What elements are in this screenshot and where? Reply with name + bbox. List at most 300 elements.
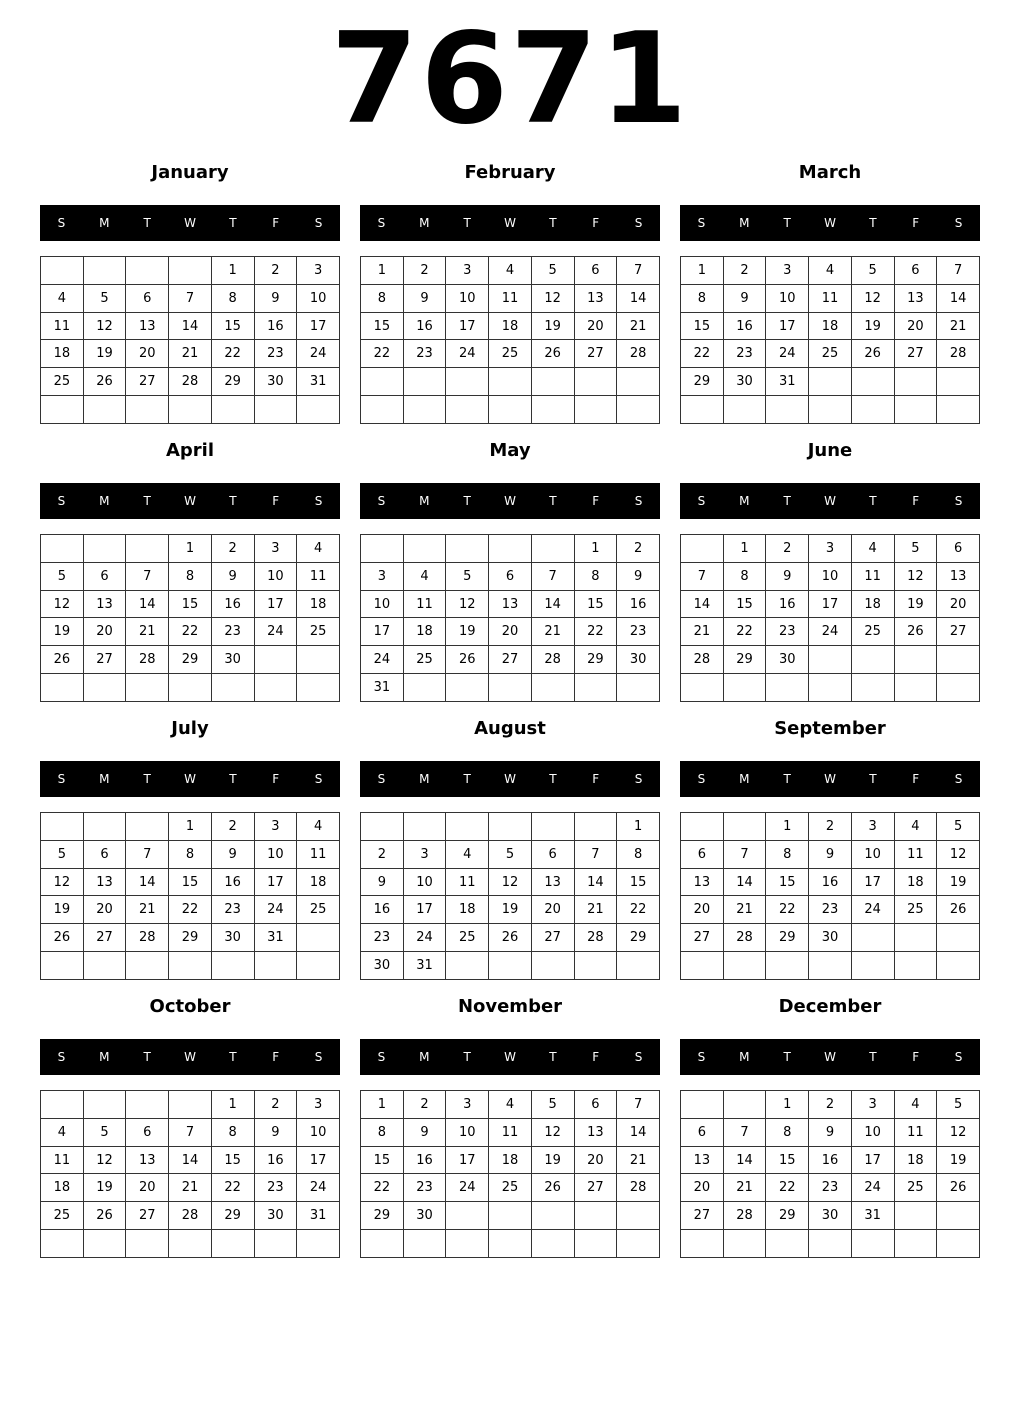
day-cell: 18 xyxy=(851,590,894,618)
day-cell xyxy=(617,396,660,424)
day-cell xyxy=(574,1202,617,1230)
day-cell xyxy=(126,1091,169,1119)
day-cell: 20 xyxy=(574,312,617,340)
day-cell xyxy=(531,1202,574,1230)
week-row xyxy=(361,1230,660,1258)
day-cell: 28 xyxy=(681,646,724,674)
day-cell: 19 xyxy=(41,618,84,646)
weekday-label: M xyxy=(739,494,750,508)
month-title: June xyxy=(807,440,853,461)
day-cell: 20 xyxy=(83,618,126,646)
day-cell xyxy=(809,646,852,674)
month-title: October xyxy=(149,996,231,1017)
day-cell: 20 xyxy=(937,590,980,618)
day-cell: 29 xyxy=(169,646,212,674)
day-cell: 30 xyxy=(254,1202,297,1230)
week-row xyxy=(681,618,980,646)
day-cell: 11 xyxy=(297,562,340,590)
day-cell: 9 xyxy=(403,284,446,312)
weekday-label: W xyxy=(824,216,836,230)
day-cell xyxy=(617,674,660,702)
day-cell xyxy=(361,396,404,424)
day-cell: 4 xyxy=(894,813,937,841)
day-cell: 17 xyxy=(403,896,446,924)
day-cell: 5 xyxy=(41,562,84,590)
week-row xyxy=(41,396,340,424)
weekday-label: T xyxy=(783,216,791,230)
weekday-label: F xyxy=(272,1050,280,1064)
weekday-label: T xyxy=(229,494,237,508)
day-cell: 1 xyxy=(766,813,809,841)
day-cell: 4 xyxy=(489,257,532,285)
day-cell xyxy=(403,535,446,563)
day-cell: 9 xyxy=(766,562,809,590)
day-cell: 26 xyxy=(531,340,574,368)
weekday-label: W xyxy=(504,772,516,786)
day-grid xyxy=(680,812,980,980)
day-cell: 5 xyxy=(531,257,574,285)
day-cell: 20 xyxy=(681,1174,724,1202)
day-cell xyxy=(894,674,937,702)
day-cell: 23 xyxy=(254,1174,297,1202)
day-cell: 22 xyxy=(211,1174,254,1202)
day-cell xyxy=(446,952,489,980)
day-cell: 14 xyxy=(937,284,980,312)
day-cell: 2 xyxy=(211,535,254,563)
week-row xyxy=(361,1091,660,1119)
day-cell: 5 xyxy=(41,840,84,868)
day-cell: 6 xyxy=(83,562,126,590)
day-cell: 2 xyxy=(617,535,660,563)
day-cell: 16 xyxy=(809,1146,852,1174)
day-cell: 3 xyxy=(809,535,852,563)
day-cell xyxy=(254,396,297,424)
day-cell: 11 xyxy=(489,284,532,312)
day-cell xyxy=(681,535,724,563)
day-cell xyxy=(446,535,489,563)
day-cell: 10 xyxy=(403,868,446,896)
day-cell: 23 xyxy=(809,1174,852,1202)
weekday-label: W xyxy=(504,1050,516,1064)
day-cell: 27 xyxy=(126,1202,169,1230)
day-cell xyxy=(531,396,574,424)
weekday-label: F xyxy=(272,494,280,508)
day-cell: 1 xyxy=(169,813,212,841)
day-cell: 7 xyxy=(617,257,660,285)
day-cell: 15 xyxy=(723,590,766,618)
day-cell xyxy=(937,396,980,424)
day-cell xyxy=(681,952,724,980)
week-row xyxy=(361,396,660,424)
day-cell xyxy=(403,396,446,424)
week-row xyxy=(41,924,340,952)
day-cell: 25 xyxy=(297,896,340,924)
day-cell xyxy=(361,368,404,396)
day-cell: 29 xyxy=(766,1202,809,1230)
weekday-label: T xyxy=(229,1050,237,1064)
day-cell xyxy=(254,952,297,980)
day-cell: 14 xyxy=(681,590,724,618)
day-cell: 26 xyxy=(937,896,980,924)
day-cell: 13 xyxy=(894,284,937,312)
weekday-label: T xyxy=(549,216,557,230)
day-cell: 9 xyxy=(211,840,254,868)
day-cell: 11 xyxy=(894,1118,937,1146)
week-row xyxy=(681,340,980,368)
day-cell: 16 xyxy=(254,312,297,340)
weekday-label: T xyxy=(143,772,151,786)
day-cell: 2 xyxy=(809,1091,852,1119)
day-cell: 3 xyxy=(254,813,297,841)
day-cell: 14 xyxy=(531,590,574,618)
day-cell: 8 xyxy=(766,840,809,868)
day-cell: 17 xyxy=(851,1146,894,1174)
day-cell: 13 xyxy=(83,590,126,618)
day-cell xyxy=(723,952,766,980)
day-cell xyxy=(489,368,532,396)
day-cell: 10 xyxy=(297,1118,340,1146)
day-cell: 23 xyxy=(211,896,254,924)
weekday-header xyxy=(360,205,660,241)
weekday-label: F xyxy=(272,216,280,230)
week-row xyxy=(41,535,340,563)
day-cell: 20 xyxy=(126,340,169,368)
day-cell: 22 xyxy=(211,340,254,368)
week-row xyxy=(681,674,980,702)
weekday-label: M xyxy=(739,216,750,230)
day-cell xyxy=(531,535,574,563)
day-cell: 28 xyxy=(531,646,574,674)
week-row xyxy=(41,1118,340,1146)
weekday-label: S xyxy=(314,494,323,508)
day-cell: 9 xyxy=(809,1118,852,1146)
weekday-label: T xyxy=(549,1050,557,1064)
day-cell: 1 xyxy=(169,535,212,563)
day-cell: 7 xyxy=(531,562,574,590)
day-cell xyxy=(681,396,724,424)
weekday-label: T xyxy=(463,772,471,786)
day-cell xyxy=(41,535,84,563)
week-row xyxy=(361,1118,660,1146)
day-grid xyxy=(680,1090,980,1258)
day-cell: 4 xyxy=(809,257,852,285)
day-cell: 24 xyxy=(766,340,809,368)
day-cell: 25 xyxy=(489,340,532,368)
day-cell xyxy=(574,674,617,702)
day-cell: 6 xyxy=(937,535,980,563)
day-cell: 30 xyxy=(361,952,404,980)
day-cell: 15 xyxy=(766,868,809,896)
weekday-label: T xyxy=(143,216,151,230)
week-row xyxy=(361,257,660,285)
day-cell xyxy=(531,952,574,980)
day-cell: 31 xyxy=(297,1202,340,1230)
day-cell xyxy=(766,1230,809,1258)
weekday-label: T xyxy=(229,216,237,230)
weekday-header xyxy=(40,205,340,241)
day-cell: 1 xyxy=(574,535,617,563)
weekday-label: T xyxy=(783,1050,791,1064)
day-cell: 30 xyxy=(723,368,766,396)
day-cell: 1 xyxy=(211,1091,254,1119)
day-cell: 9 xyxy=(254,1118,297,1146)
day-cell: 24 xyxy=(297,1174,340,1202)
day-cell xyxy=(851,368,894,396)
day-cell xyxy=(809,1230,852,1258)
weekday-label: S xyxy=(57,494,66,508)
day-cell xyxy=(574,396,617,424)
day-cell: 7 xyxy=(169,284,212,312)
day-cell: 2 xyxy=(809,813,852,841)
week-row xyxy=(681,840,980,868)
day-cell xyxy=(126,952,169,980)
day-cell: 13 xyxy=(489,590,532,618)
day-cell xyxy=(617,1202,660,1230)
day-cell: 27 xyxy=(126,368,169,396)
weekday-label: W xyxy=(504,216,516,230)
day-cell: 13 xyxy=(574,284,617,312)
day-cell: 18 xyxy=(41,1174,84,1202)
week-row xyxy=(361,535,660,563)
day-cell: 18 xyxy=(809,312,852,340)
weekday-label: S xyxy=(634,772,643,786)
day-cell: 25 xyxy=(894,1174,937,1202)
week-row xyxy=(681,896,980,924)
day-cell: 21 xyxy=(531,618,574,646)
day-cell xyxy=(126,674,169,702)
day-cell xyxy=(169,952,212,980)
day-cell xyxy=(83,952,126,980)
weekday-label: F xyxy=(592,772,600,786)
weekday-label: S xyxy=(314,216,323,230)
day-cell: 29 xyxy=(574,646,617,674)
day-cell: 20 xyxy=(126,1174,169,1202)
week-row xyxy=(41,1230,340,1258)
day-cell xyxy=(937,1230,980,1258)
day-cell: 1 xyxy=(617,813,660,841)
week-row xyxy=(41,1146,340,1174)
week-row xyxy=(41,284,340,312)
day-cell xyxy=(681,1230,724,1258)
weekday-header xyxy=(680,761,980,797)
day-cell: 15 xyxy=(211,312,254,340)
day-cell xyxy=(723,813,766,841)
weekday-label: W xyxy=(184,772,196,786)
week-row xyxy=(361,868,660,896)
day-cell: 7 xyxy=(723,1118,766,1146)
day-cell: 20 xyxy=(489,618,532,646)
day-cell: 6 xyxy=(126,1118,169,1146)
day-cell: 19 xyxy=(83,340,126,368)
day-cell: 4 xyxy=(41,1118,84,1146)
day-cell: 12 xyxy=(937,1118,980,1146)
day-cell: 12 xyxy=(83,312,126,340)
day-cell: 5 xyxy=(851,257,894,285)
day-cell: 5 xyxy=(531,1091,574,1119)
day-cell: 5 xyxy=(937,1091,980,1119)
day-cell xyxy=(937,674,980,702)
day-cell: 7 xyxy=(937,257,980,285)
day-cell: 9 xyxy=(723,284,766,312)
day-cell: 29 xyxy=(681,368,724,396)
weekday-label: M xyxy=(419,216,430,230)
day-cell: 28 xyxy=(574,924,617,952)
day-cell: 27 xyxy=(83,646,126,674)
day-grid xyxy=(40,534,340,702)
day-cell: 12 xyxy=(83,1146,126,1174)
weekday-label: S xyxy=(377,494,386,508)
week-row xyxy=(681,312,980,340)
weekday-header xyxy=(360,1039,660,1075)
year-title: 7671 xyxy=(330,5,690,152)
day-cell xyxy=(403,674,446,702)
day-cell xyxy=(169,674,212,702)
day-cell xyxy=(489,396,532,424)
day-cell xyxy=(489,1230,532,1258)
week-row xyxy=(361,952,660,980)
day-cell: 18 xyxy=(489,1146,532,1174)
day-cell: 10 xyxy=(446,1118,489,1146)
week-row xyxy=(41,340,340,368)
day-cell: 19 xyxy=(446,618,489,646)
weekday-label: T xyxy=(463,216,471,230)
day-grid xyxy=(360,1090,660,1258)
day-cell xyxy=(126,813,169,841)
day-cell: 16 xyxy=(211,590,254,618)
day-cell: 17 xyxy=(254,868,297,896)
day-cell xyxy=(126,1230,169,1258)
week-row xyxy=(41,868,340,896)
day-cell: 5 xyxy=(446,562,489,590)
day-cell: 9 xyxy=(809,840,852,868)
day-cell xyxy=(83,396,126,424)
day-cell xyxy=(446,674,489,702)
day-cell xyxy=(211,1230,254,1258)
month-title: August xyxy=(474,718,546,739)
day-cell xyxy=(361,535,404,563)
day-cell: 4 xyxy=(403,562,446,590)
day-cell: 1 xyxy=(361,1091,404,1119)
weekday-label: T xyxy=(783,494,791,508)
day-cell: 6 xyxy=(574,1091,617,1119)
day-cell xyxy=(894,924,937,952)
day-cell: 10 xyxy=(361,590,404,618)
day-cell: 27 xyxy=(574,340,617,368)
day-cell: 30 xyxy=(809,1202,852,1230)
week-row xyxy=(361,1174,660,1202)
day-cell: 12 xyxy=(531,284,574,312)
day-cell xyxy=(766,952,809,980)
day-cell: 31 xyxy=(851,1202,894,1230)
day-cell: 31 xyxy=(766,368,809,396)
week-row xyxy=(681,1118,980,1146)
day-cell xyxy=(617,368,660,396)
day-cell: 17 xyxy=(851,868,894,896)
day-cell: 21 xyxy=(617,312,660,340)
day-cell: 25 xyxy=(851,618,894,646)
weekday-label: T xyxy=(869,216,877,230)
day-cell: 28 xyxy=(723,1202,766,1230)
weekday-label: S xyxy=(697,1050,706,1064)
week-row xyxy=(41,896,340,924)
day-cell: 26 xyxy=(937,1174,980,1202)
week-row xyxy=(41,1202,340,1230)
week-row xyxy=(41,312,340,340)
day-cell xyxy=(937,952,980,980)
weekday-label: S xyxy=(954,772,963,786)
weekday-label: S xyxy=(697,216,706,230)
day-cell: 12 xyxy=(41,590,84,618)
day-grid xyxy=(360,256,660,424)
day-cell xyxy=(297,396,340,424)
day-grid xyxy=(680,256,980,424)
day-cell: 14 xyxy=(723,1146,766,1174)
weekday-header xyxy=(360,761,660,797)
day-cell xyxy=(446,813,489,841)
day-cell: 8 xyxy=(361,284,404,312)
day-cell xyxy=(126,257,169,285)
day-cell: 25 xyxy=(809,340,852,368)
day-cell xyxy=(894,1230,937,1258)
day-cell: 19 xyxy=(937,868,980,896)
day-cell: 19 xyxy=(531,1146,574,1174)
day-cell xyxy=(126,396,169,424)
day-cell: 15 xyxy=(766,1146,809,1174)
day-cell: 10 xyxy=(254,840,297,868)
day-cell: 28 xyxy=(617,1174,660,1202)
weekday-label: T xyxy=(869,1050,877,1064)
day-cell: 5 xyxy=(894,535,937,563)
day-cell: 8 xyxy=(361,1118,404,1146)
weekday-label: T xyxy=(143,494,151,508)
weekday-label: T xyxy=(143,1050,151,1064)
day-cell: 13 xyxy=(126,312,169,340)
day-cell: 24 xyxy=(446,340,489,368)
day-cell: 26 xyxy=(83,368,126,396)
day-cell: 26 xyxy=(894,618,937,646)
day-cell: 23 xyxy=(361,924,404,952)
day-cell: 18 xyxy=(403,618,446,646)
day-cell: 14 xyxy=(169,312,212,340)
day-cell: 15 xyxy=(361,312,404,340)
weekday-label: F xyxy=(912,494,920,508)
day-cell: 26 xyxy=(531,1174,574,1202)
day-cell xyxy=(41,1230,84,1258)
day-cell: 10 xyxy=(809,562,852,590)
day-cell xyxy=(531,368,574,396)
day-cell: 28 xyxy=(937,340,980,368)
weekday-label: S xyxy=(57,772,66,786)
day-cell: 1 xyxy=(723,535,766,563)
day-cell: 7 xyxy=(574,840,617,868)
weekday-label: F xyxy=(272,772,280,786)
day-cell: 20 xyxy=(894,312,937,340)
day-cell: 5 xyxy=(83,1118,126,1146)
day-cell: 21 xyxy=(617,1146,660,1174)
weekday-label: T xyxy=(869,494,877,508)
week-row xyxy=(681,1174,980,1202)
day-cell: 14 xyxy=(723,868,766,896)
day-cell: 11 xyxy=(446,868,489,896)
week-row xyxy=(41,562,340,590)
week-row xyxy=(681,257,980,285)
day-cell: 18 xyxy=(894,1146,937,1174)
day-cell: 22 xyxy=(169,618,212,646)
day-cell: 26 xyxy=(41,646,84,674)
day-grid xyxy=(40,256,340,424)
day-cell: 8 xyxy=(723,562,766,590)
weekday-label: T xyxy=(549,494,557,508)
